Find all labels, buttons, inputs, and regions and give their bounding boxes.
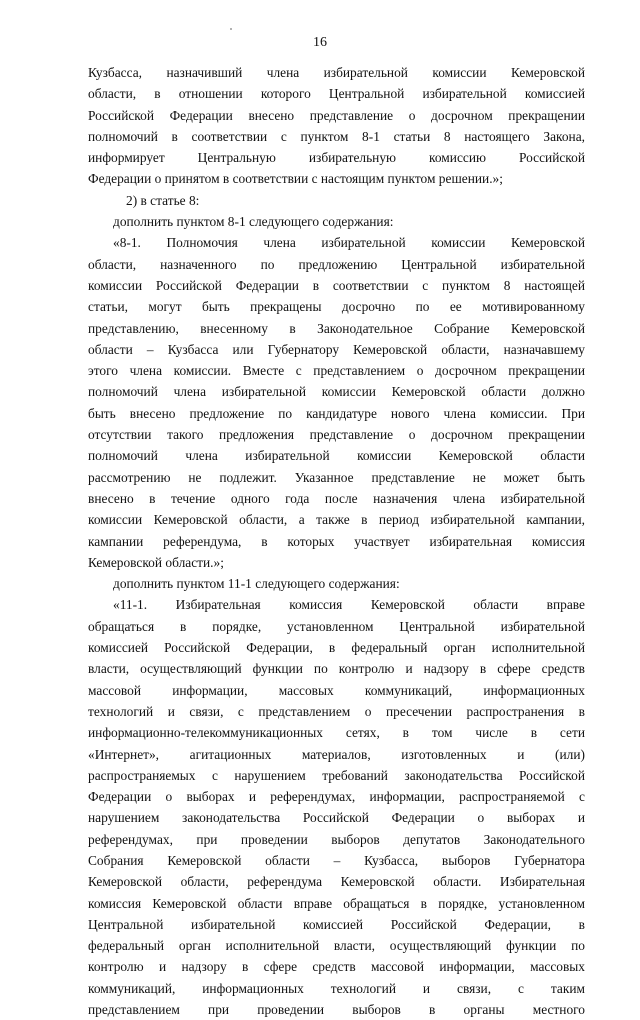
text-line: референдумах, при проведении выборов депутатов Законодательного [88, 831, 585, 847]
page-number: 16 [313, 35, 327, 50]
text-line: области, назначенного по предложению Центральной избирательной [88, 256, 585, 272]
text-line: Кемеровской области.»; [88, 554, 224, 570]
text-line: Собрания Кемеровской области – Кузбасса, выборов Губернатора [88, 852, 585, 868]
text-line: представлению, внесенному в Законодательное Собрание Кемеровской [88, 320, 585, 336]
text-line: Кемеровской области, референдума Кемеровской области. Избирательная [88, 874, 585, 890]
text-line: Федерации о выборах и референдумах, информации, распространяемой с [88, 789, 585, 805]
text-line: полномочий члена избирательной комиссии Кемеровской области [88, 448, 585, 464]
text-line: рассмотрению не подлежит. Указанное представление не может быть [88, 469, 585, 485]
text-line: быть внесено предложение по кандидатуре нового члена комиссии. При [88, 405, 585, 421]
text-line: Российской Федерации внесено представление о досрочном прекращении [88, 107, 585, 123]
text-line: этого члена комиссии. Вместе с представлением о досрочном прекращении [88, 363, 585, 379]
text-line: комиссией Российской Федерации, в федеральный орган исполнительной [88, 640, 585, 656]
text-line: дополнить пунктом 11-1 следующего содержания: [113, 576, 400, 592]
text-line: отсутствии такого предложения представление о досрочном прекращении [88, 427, 585, 443]
text-line: Центральной избирательной комиссией Российской Федерации, в [88, 916, 585, 932]
text-line: обращаться в порядке, установленном Центральной избирательной [88, 618, 585, 634]
text-line: внесено в течение одного года после назначения члена избирательной [88, 490, 585, 506]
text-line: информационно-телекоммуникационных сетях, в том числе в сети [88, 725, 585, 741]
text-line: распространяемых с нарушением требований законодательства Российской [88, 767, 585, 783]
text-line: области, в отношении которого Центральной избирательной комиссией [88, 86, 585, 102]
text-line: коммуникаций, информационных технологий и связи, с таким [88, 980, 585, 996]
text-line: представлением при проведении выборов в органы местного [88, 1002, 585, 1018]
text-line: полномочий в соответствии с пунктом 8-1 статьи 8 настоящего Закона, [88, 128, 585, 144]
text-line: нарушением законодательства Российской Федерации о выборах и [88, 810, 585, 826]
text-line: власти, осуществляющий функции по контролю и надзору в сфере средств [88, 661, 585, 677]
text-line: «Интернет», агитационных материалов, изготовленных и (или) [88, 746, 585, 762]
text-line: области – Кузбасса или Губернатору Кемеровской области, назначавшему [88, 341, 585, 357]
text-line: полномочий члена избирательной комиссии Кемеровской области должно [88, 384, 585, 400]
body-text [88, 62, 585, 1020]
text-line: дополнить пунктом 8-1 следующего содержания: [113, 214, 394, 230]
text-line: статьи, могут быть прекращены досрочно по ее мотивированному [88, 299, 585, 315]
text-line: технологий и связи, с представлением о пресечении распространения в [88, 703, 585, 719]
text-line: контролю и надзору в сфере средств массовой информации, массовых [88, 959, 585, 975]
text-line: «11-1. Избирательная комиссия Кемеровской области вправе [113, 597, 585, 613]
text-line: массовой информации, массовых коммуникаций, информационных [88, 682, 585, 698]
text-line: «8-1. Полномочия члена избирательной комиссии Кемеровской [113, 235, 585, 251]
text-line: 2) в статье 8: [126, 192, 200, 208]
text-line: информирует Центральную избирательную комиссию Российской [88, 150, 585, 166]
text-line: федеральный орган исполнительной власти, осуществляющий функции по [88, 938, 585, 954]
text-line: комиссии Кемеровской области, а также в период избирательной кампании, [88, 512, 585, 528]
text-line: комиссии Российской Федерации в соответствии с пунктом 8 настоящей [88, 277, 585, 293]
scan-speck [230, 28, 232, 30]
text-line: комиссия Кемеровской области вправе обращаться в порядке, установленном [88, 895, 585, 911]
text-line: кампании референдума, в которых участвует избирательная комиссия [88, 533, 585, 549]
text-line: Кузбасса, назначивший члена избирательной комиссии Кемеровской [88, 65, 585, 80]
text-line: Федерации о принятом в соответствии с настоящим пунктом решении.»; [88, 171, 503, 187]
